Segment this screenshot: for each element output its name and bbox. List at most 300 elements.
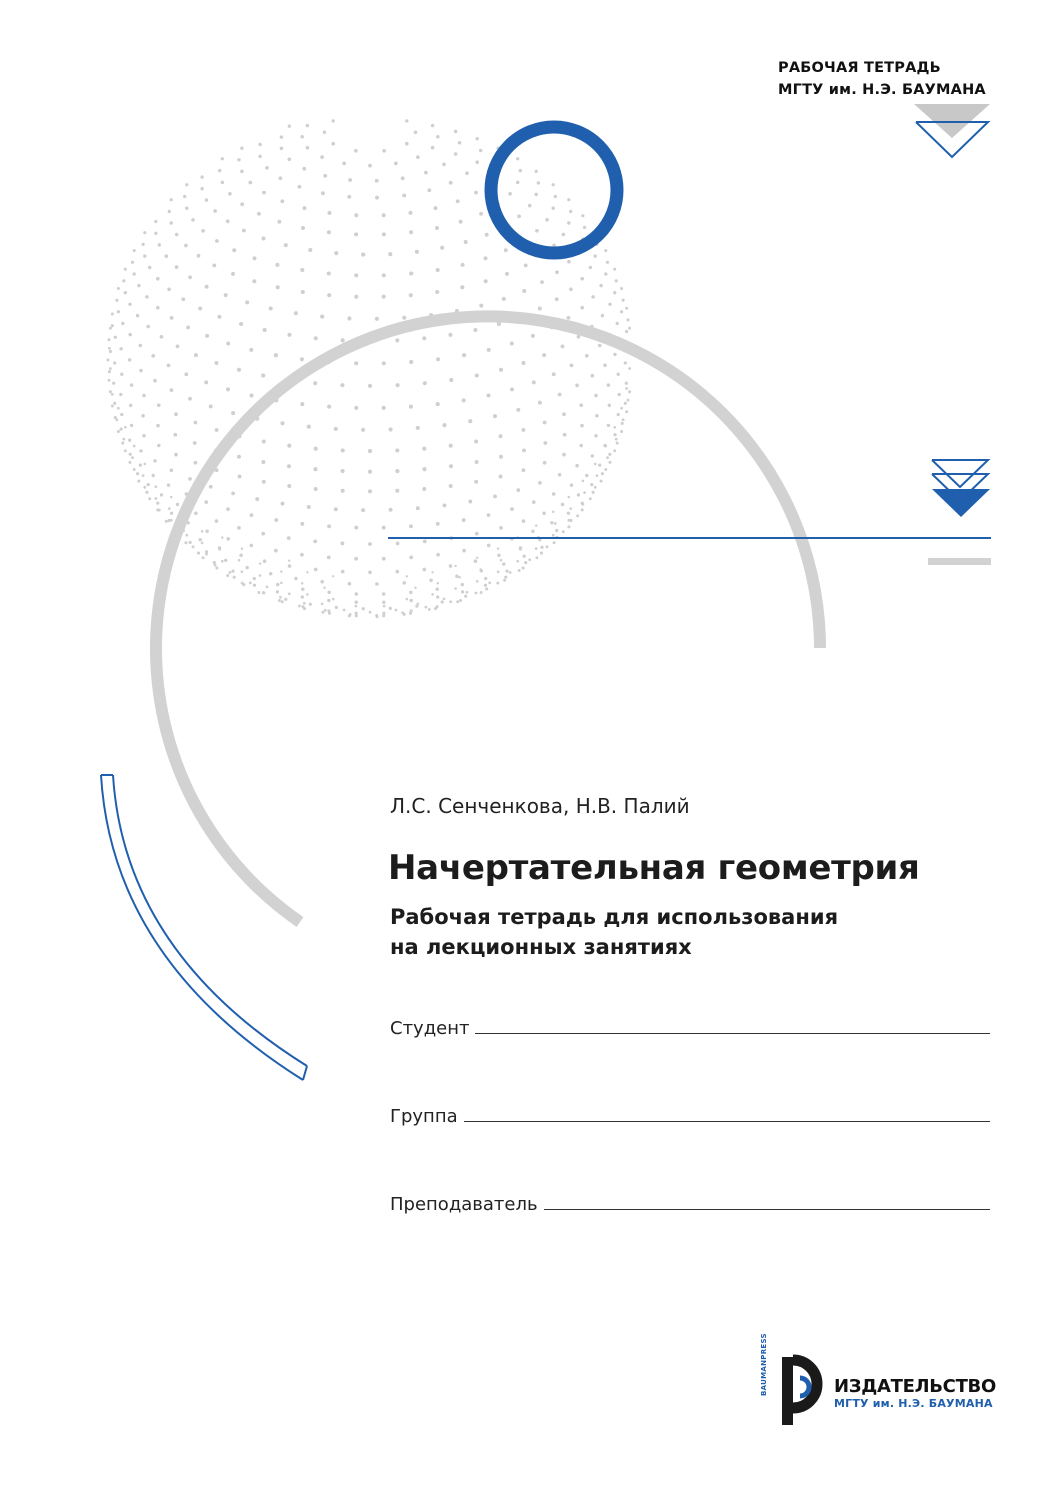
sphere-dot bbox=[414, 131, 418, 135]
sphere-dot bbox=[596, 474, 599, 477]
sphere-dot bbox=[455, 575, 459, 579]
sphere-dot bbox=[154, 220, 157, 223]
sphere-dot bbox=[185, 207, 188, 210]
sphere-dot bbox=[160, 493, 163, 496]
sphere-dot bbox=[553, 541, 556, 544]
sphere-dot bbox=[567, 512, 570, 515]
sphere-dot bbox=[382, 614, 385, 617]
teacher-field[interactable] bbox=[390, 1194, 990, 1215]
sphere-dot bbox=[143, 463, 146, 466]
sphere-dot bbox=[154, 497, 157, 500]
sphere-dot bbox=[613, 449, 616, 452]
sphere-dot bbox=[209, 485, 213, 489]
subtitle-line-1: Рабочая тетрадь для использования bbox=[390, 905, 839, 929]
sphere-dot bbox=[409, 556, 413, 560]
sphere-dot bbox=[280, 199, 284, 203]
sphere-dot bbox=[287, 464, 291, 468]
sphere-dot bbox=[193, 441, 197, 445]
sphere-dot bbox=[461, 263, 465, 267]
sphere-dot bbox=[130, 383, 133, 386]
sphere-dot bbox=[128, 358, 131, 361]
sphere-dot bbox=[218, 169, 221, 172]
sphere-dot bbox=[454, 152, 458, 156]
sphere-dot bbox=[307, 505, 311, 509]
sphere-dot bbox=[300, 268, 304, 272]
sphere-dot bbox=[335, 606, 338, 609]
sphere-dot bbox=[434, 607, 437, 610]
sphere-dot bbox=[198, 307, 202, 311]
sphere-dot bbox=[563, 433, 567, 437]
sphere-dot bbox=[262, 439, 266, 443]
sphere-dot bbox=[591, 454, 594, 457]
sphere-dot bbox=[476, 137, 479, 140]
student-field[interactable] bbox=[390, 1018, 990, 1039]
sphere-dot bbox=[562, 412, 566, 416]
sphere-dot bbox=[240, 170, 244, 174]
sphere-dot bbox=[504, 248, 508, 252]
sphere-dot bbox=[422, 487, 426, 491]
sphere-dot bbox=[368, 470, 372, 474]
sphere-dot bbox=[253, 584, 256, 587]
sphere-dot bbox=[221, 536, 223, 538]
sphere-dot bbox=[334, 427, 338, 431]
sphere-dot bbox=[590, 374, 594, 378]
sphere-dot bbox=[328, 612, 331, 615]
sphere-dot bbox=[485, 587, 488, 590]
sphere-dot bbox=[245, 566, 248, 569]
sphere-dot bbox=[136, 314, 140, 318]
group-label: Группа bbox=[390, 1106, 458, 1127]
sphere-dot bbox=[424, 171, 428, 175]
sphere-dot bbox=[534, 193, 538, 197]
sphere-dot bbox=[226, 507, 230, 511]
teacher-line[interactable] bbox=[544, 1208, 990, 1210]
sphere-dot bbox=[288, 560, 290, 562]
sphere-dot bbox=[485, 233, 489, 237]
sphere-dot bbox=[120, 373, 123, 376]
sphere-dot bbox=[589, 266, 592, 269]
sphere-dot bbox=[156, 424, 160, 428]
sphere-dot bbox=[594, 254, 597, 257]
sphere-dot bbox=[499, 368, 503, 372]
sphere-dot bbox=[145, 295, 149, 299]
sphere-dot bbox=[409, 405, 413, 409]
sphere-dot bbox=[499, 475, 503, 479]
sphere-dot bbox=[238, 475, 242, 479]
sphere-dot bbox=[327, 599, 330, 602]
sphere-dot bbox=[284, 243, 288, 247]
sphere-dot bbox=[205, 530, 209, 534]
sphere-dot bbox=[542, 512, 546, 516]
sphere-dot bbox=[402, 316, 406, 320]
sphere-dot bbox=[502, 297, 506, 301]
sphere-dot bbox=[241, 582, 244, 585]
sphere-dot bbox=[129, 404, 132, 407]
sphere-dot bbox=[327, 591, 330, 594]
sphere-dot bbox=[258, 143, 261, 146]
sphere-dot bbox=[262, 480, 266, 484]
sphere-dot bbox=[628, 367, 631, 370]
sphere-dot bbox=[456, 600, 459, 603]
sphere-dot bbox=[484, 584, 487, 587]
sphere-dot bbox=[395, 338, 399, 342]
sphere-dot bbox=[423, 539, 427, 543]
sphere-dot bbox=[436, 135, 440, 139]
sphere-dot bbox=[585, 474, 588, 477]
sphere-dot bbox=[306, 593, 309, 596]
sphere-dot bbox=[382, 213, 386, 217]
sphere-dot bbox=[422, 467, 426, 471]
sphere-dot bbox=[323, 131, 327, 135]
sphere-dot bbox=[128, 439, 131, 442]
sphere-dot bbox=[554, 522, 557, 525]
sphere-dot bbox=[303, 602, 306, 605]
sphere-dot bbox=[167, 483, 171, 487]
sphere-dot bbox=[197, 254, 201, 258]
sphere-dot bbox=[266, 586, 269, 589]
sphere-dot bbox=[449, 378, 453, 382]
sphere-dot bbox=[436, 357, 440, 361]
sphere-dot bbox=[532, 500, 536, 504]
sphere-dot bbox=[577, 493, 580, 496]
sphere-dot bbox=[131, 456, 134, 459]
sphere-dot bbox=[535, 524, 537, 526]
sphere-dot bbox=[213, 561, 216, 564]
sphere-dot bbox=[620, 287, 623, 290]
sphere-dot bbox=[435, 587, 438, 590]
sphere-dot bbox=[237, 158, 240, 161]
sphere-dot bbox=[280, 421, 284, 425]
sphere-dot bbox=[257, 212, 261, 216]
sphere-dot bbox=[622, 418, 625, 421]
sphere-dot bbox=[168, 210, 171, 213]
sphere-dot bbox=[436, 553, 440, 557]
sphere-dot bbox=[111, 312, 114, 315]
teacher-label: Преподаватель bbox=[390, 1194, 538, 1215]
sphere-dot bbox=[117, 287, 120, 290]
sphere-dot bbox=[625, 330, 628, 333]
sphere-dot bbox=[226, 342, 230, 346]
sphere-dot bbox=[522, 448, 526, 452]
sphere-dot bbox=[239, 322, 243, 326]
sphere-dot bbox=[532, 380, 536, 384]
sphere-dot bbox=[416, 426, 420, 430]
sphere-dot bbox=[307, 425, 311, 429]
sphere-dot bbox=[133, 272, 136, 275]
sphere-dot bbox=[595, 414, 599, 418]
sphere-dot bbox=[569, 210, 572, 213]
sphere-dot bbox=[328, 211, 332, 215]
sphere-dot bbox=[473, 328, 477, 332]
book-title: Начертательная геометрия bbox=[388, 848, 920, 888]
sphere-dot bbox=[183, 195, 186, 198]
sphere-dot bbox=[332, 575, 334, 577]
sphere-dot bbox=[314, 336, 318, 340]
sphere-dot bbox=[262, 191, 266, 195]
sphere-dot bbox=[194, 353, 198, 357]
sphere-dot bbox=[137, 480, 140, 483]
gray-bar bbox=[928, 558, 991, 565]
sphere-dot bbox=[288, 125, 291, 128]
sphere-dot bbox=[448, 333, 452, 337]
sphere-dot bbox=[306, 146, 310, 150]
sphere-dot bbox=[205, 198, 209, 202]
sphere-dot bbox=[540, 280, 544, 284]
sphere-dot bbox=[558, 473, 562, 477]
sphere-dot bbox=[261, 532, 265, 536]
sphere-dot bbox=[462, 398, 466, 402]
sphere-dot bbox=[141, 414, 145, 418]
sphere-dot bbox=[375, 582, 379, 586]
sphere-dot bbox=[519, 548, 522, 551]
sphere-dot bbox=[458, 576, 461, 579]
sphere-dot bbox=[580, 277, 584, 281]
sphere-dot bbox=[528, 204, 532, 208]
sphere-dot bbox=[449, 484, 453, 488]
sphere-dot bbox=[124, 291, 127, 294]
sphere-dot bbox=[142, 434, 146, 438]
sphere-dot bbox=[313, 539, 317, 543]
publisher-name: ИЗДАТЕЛЬСТВО bbox=[834, 1376, 996, 1397]
sphere-dot bbox=[200, 175, 203, 178]
sphere-dot bbox=[156, 306, 160, 310]
sphere-dot bbox=[280, 147, 284, 151]
sphere-dot bbox=[555, 529, 558, 532]
sphere-dot bbox=[543, 421, 547, 425]
sphere-dot bbox=[410, 599, 413, 602]
sphere-dot bbox=[157, 403, 161, 407]
sphere-dot bbox=[456, 199, 460, 203]
sphere-dot bbox=[201, 530, 204, 533]
sphere-dot bbox=[535, 556, 538, 559]
sphere-dot bbox=[604, 445, 607, 448]
sphere-dot bbox=[237, 455, 241, 459]
sphere-dot bbox=[434, 206, 438, 210]
sphere-dot bbox=[343, 609, 346, 612]
sphere-dot bbox=[287, 536, 291, 540]
sphere-dot bbox=[255, 497, 259, 501]
sphere-dot bbox=[604, 249, 607, 252]
sphere-dot bbox=[468, 500, 472, 504]
sphere-dot bbox=[474, 559, 478, 563]
sphere-dot bbox=[576, 514, 579, 517]
sphere-dot bbox=[231, 272, 235, 276]
sphere-dot bbox=[215, 519, 219, 523]
sphere-dot bbox=[215, 239, 219, 243]
sphere-dot bbox=[262, 237, 266, 241]
sphere-dot bbox=[348, 582, 352, 586]
sphere-dot bbox=[518, 569, 521, 572]
sphere-dot bbox=[119, 347, 122, 350]
sphere-dot bbox=[214, 564, 217, 567]
sphere-dot bbox=[479, 304, 483, 308]
sphere-dot bbox=[197, 552, 200, 555]
sphere-dot bbox=[382, 232, 386, 236]
sphere-dot bbox=[368, 570, 372, 574]
sphere-dot bbox=[613, 268, 616, 271]
sphere-dot bbox=[117, 430, 120, 433]
sphere-dot bbox=[278, 599, 281, 602]
sphere-dot bbox=[113, 361, 116, 364]
sphere-dot bbox=[422, 568, 426, 572]
blue-ring bbox=[491, 127, 617, 253]
sphere-dot bbox=[340, 541, 344, 545]
sphere-dot bbox=[303, 206, 307, 210]
sphere-dot bbox=[416, 506, 420, 510]
sphere-dot bbox=[341, 448, 345, 452]
sphere-dot bbox=[314, 447, 318, 451]
sphere-dot bbox=[287, 333, 291, 337]
sphere-dot bbox=[128, 303, 131, 306]
sphere-dot bbox=[274, 518, 278, 522]
sphere-dot bbox=[516, 560, 519, 563]
sphere-dot bbox=[175, 265, 179, 269]
sphere-dot bbox=[561, 503, 564, 506]
sphere-dot bbox=[436, 268, 440, 272]
sphere-dot bbox=[258, 155, 262, 159]
sphere-dot bbox=[475, 532, 479, 536]
sphere-dot bbox=[300, 402, 304, 406]
sphere-dot bbox=[555, 297, 559, 301]
sphere-dot bbox=[261, 373, 265, 377]
sphere-dot bbox=[151, 354, 155, 358]
sphere-dot bbox=[422, 336, 426, 340]
sphere-dot bbox=[521, 428, 525, 432]
sphere-dot bbox=[143, 254, 146, 257]
sphere-dot bbox=[354, 406, 358, 410]
sphere-dot bbox=[464, 595, 467, 598]
sphere-dot bbox=[245, 300, 249, 304]
sphere-dot bbox=[382, 601, 385, 604]
sphere-dot bbox=[443, 597, 446, 600]
sphere-dot bbox=[112, 382, 115, 385]
sphere-dot bbox=[493, 494, 497, 498]
sphere-dot bbox=[194, 461, 198, 465]
sphere-dot bbox=[347, 195, 351, 199]
sphere-dot bbox=[409, 293, 413, 297]
sphere-dot bbox=[146, 325, 150, 329]
sphere-dot bbox=[261, 460, 265, 464]
sphere-dot bbox=[436, 595, 439, 598]
sphere-dot bbox=[355, 601, 358, 604]
sphere-dot bbox=[594, 394, 598, 398]
sphere-dot bbox=[321, 602, 324, 605]
sphere-dot bbox=[128, 333, 131, 336]
group-line[interactable] bbox=[464, 1120, 990, 1122]
sphere-dot bbox=[354, 149, 358, 153]
sphere-dot bbox=[487, 348, 491, 352]
sphere-dot bbox=[111, 405, 114, 408]
sphere-dot bbox=[354, 232, 358, 236]
sphere-dot bbox=[122, 279, 125, 282]
sphere-dot bbox=[200, 187, 203, 190]
sphere-dot bbox=[382, 273, 386, 277]
sphere-dot bbox=[276, 285, 280, 289]
sphere-dot bbox=[616, 322, 619, 325]
sphere-dot bbox=[188, 397, 192, 401]
sphere-dot bbox=[231, 491, 235, 495]
sphere-dot bbox=[240, 147, 243, 150]
sphere-dot bbox=[462, 549, 466, 553]
sphere-dot bbox=[324, 609, 327, 612]
sphere-dot bbox=[474, 191, 478, 195]
student-line[interactable] bbox=[475, 1032, 990, 1034]
sphere-dot bbox=[226, 387, 230, 391]
sphere-dot bbox=[403, 581, 407, 585]
sphere-dot bbox=[215, 566, 218, 569]
sphere-dot bbox=[170, 198, 173, 201]
sphere-dot bbox=[592, 491, 595, 494]
sphere-dot bbox=[170, 512, 173, 515]
sphere-dot bbox=[388, 252, 392, 256]
sphere-dot bbox=[327, 293, 331, 297]
sphere-dot bbox=[133, 445, 136, 448]
sphere-dot bbox=[449, 464, 453, 468]
sphere-dot bbox=[156, 277, 160, 281]
sphere-dot bbox=[625, 382, 628, 385]
sphere-dot bbox=[185, 534, 188, 537]
dotted-sphere bbox=[107, 119, 632, 618]
sphere-dot bbox=[108, 347, 111, 350]
sphere-dot bbox=[383, 605, 386, 608]
sphere-dot bbox=[242, 229, 246, 233]
sphere-dot bbox=[300, 357, 304, 361]
sphere-dot bbox=[300, 522, 304, 526]
sphere-dot bbox=[389, 508, 393, 512]
sphere-dot bbox=[567, 221, 570, 224]
sphere-dot bbox=[561, 344, 565, 348]
sphere-dot bbox=[628, 390, 631, 393]
sphere-dot bbox=[607, 383, 610, 386]
sphere-dot bbox=[538, 307, 542, 311]
sphere-dot bbox=[436, 522, 440, 526]
sphere-dot bbox=[459, 599, 462, 602]
sphere-dot bbox=[523, 555, 526, 558]
sphere-dot bbox=[405, 119, 408, 122]
sphere-dot bbox=[546, 545, 549, 548]
sphere-dot bbox=[170, 496, 173, 499]
sphere-dot bbox=[627, 399, 630, 402]
sphere-dot bbox=[340, 383, 344, 387]
sphere-dot bbox=[287, 157, 291, 161]
sphere-dot bbox=[300, 553, 304, 557]
sphere-dot bbox=[464, 240, 468, 244]
sphere-dot bbox=[479, 149, 482, 152]
sphere-dot bbox=[221, 181, 225, 185]
sphere-dot bbox=[516, 181, 520, 185]
sphere-dot bbox=[484, 577, 487, 580]
sphere-dot bbox=[484, 279, 488, 283]
sphere-dot bbox=[500, 559, 503, 562]
sphere-dot bbox=[617, 373, 620, 376]
series-line-2: МГТУ им. Н.Э. БАУМАНА bbox=[778, 82, 986, 98]
sphere-dot bbox=[409, 360, 413, 364]
sphere-dot bbox=[389, 607, 392, 610]
sphere-dot bbox=[226, 219, 230, 223]
sphere-dot bbox=[301, 290, 305, 294]
sphere-dot bbox=[569, 287, 573, 291]
group-field[interactable] bbox=[390, 1106, 990, 1127]
sphere-dot bbox=[201, 542, 204, 545]
sphere-dot bbox=[552, 183, 555, 186]
sphere-dot bbox=[368, 384, 372, 388]
sphere-dot bbox=[199, 538, 202, 541]
sphere-dot bbox=[425, 606, 428, 609]
sphere-dot bbox=[158, 243, 161, 246]
sphere-dot bbox=[213, 209, 217, 213]
sphere-dot bbox=[313, 381, 317, 385]
sphere-dot bbox=[625, 307, 628, 310]
